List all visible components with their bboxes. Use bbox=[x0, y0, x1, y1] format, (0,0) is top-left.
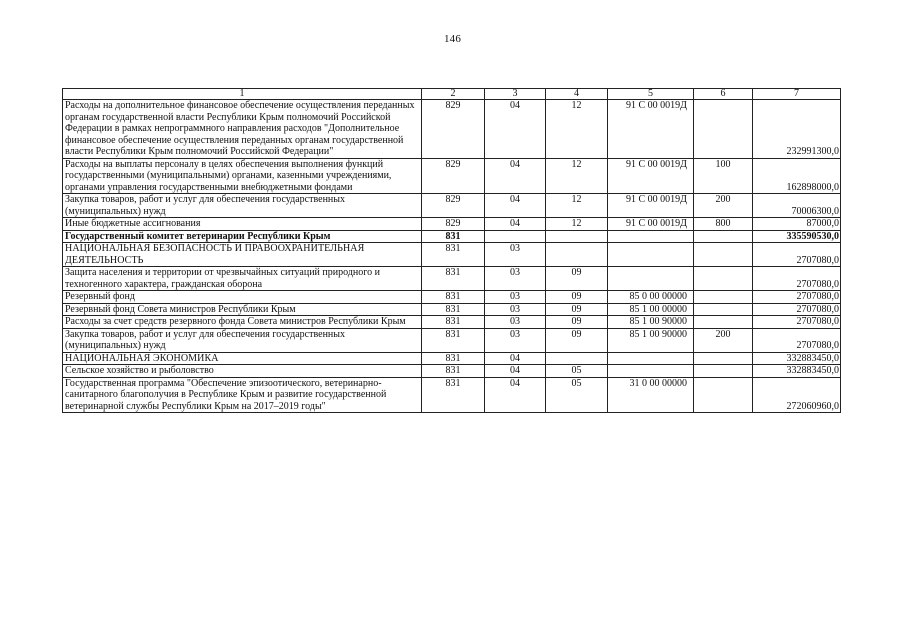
row-name-cell: Расходы на выплаты персоналу в целях обеспечения выполнения функций государственными (муниципальными) органами, казенными учреждениями, органами управления государственными внебюджетными фондами bbox=[63, 158, 422, 194]
column-header: 6 bbox=[694, 89, 753, 100]
row-amount-cell: 232991300,0 bbox=[753, 100, 841, 159]
row-name-cell: Государственный комитет ветеринарии Республики Крым bbox=[63, 230, 422, 243]
row-type-cell bbox=[694, 352, 753, 365]
row-section-cell: 04 bbox=[485, 218, 546, 231]
row-target-cell: 91 С 00 0019Д bbox=[608, 100, 694, 159]
table-row bbox=[63, 100, 841, 159]
table-row bbox=[63, 377, 841, 413]
row-subsection-cell: 12 bbox=[546, 218, 608, 231]
row-subsection-cell: 09 bbox=[546, 316, 608, 329]
row-section-cell: 03 bbox=[485, 291, 546, 304]
row-target-cell: 91 С 00 0019Д bbox=[608, 194, 694, 218]
row-name-cell: Сельское хозяйство и рыболовство bbox=[63, 365, 422, 378]
row-subsection-cell: 05 bbox=[546, 377, 608, 413]
row-name-cell: Расходы за счет средств резервного фонда Совета министров Республики Крым bbox=[63, 316, 422, 329]
row-subsection-cell bbox=[546, 352, 608, 365]
row-section-cell: 04 bbox=[485, 100, 546, 159]
table-row bbox=[63, 365, 841, 378]
row-section-cell: 03 bbox=[485, 328, 546, 352]
table-header-row bbox=[63, 89, 841, 100]
row-target-cell bbox=[608, 230, 694, 243]
row-section-cell bbox=[485, 230, 546, 243]
table-row bbox=[63, 218, 841, 231]
row-code-cell: 831 bbox=[422, 316, 485, 329]
row-code-cell: 831 bbox=[422, 267, 485, 291]
row-code-cell: 829 bbox=[422, 218, 485, 231]
table-row bbox=[63, 316, 841, 329]
row-section-cell: 03 bbox=[485, 243, 546, 267]
table-row bbox=[63, 230, 841, 243]
row-code-cell: 831 bbox=[422, 230, 485, 243]
row-code-cell: 831 bbox=[422, 352, 485, 365]
budget-table bbox=[62, 88, 841, 413]
row-subsection-cell: 12 bbox=[546, 158, 608, 194]
row-type-cell bbox=[694, 365, 753, 378]
row-target-cell: 85 1 00 90000 bbox=[608, 316, 694, 329]
row-target-cell: 85 0 00 00000 bbox=[608, 291, 694, 304]
row-section-cell: 04 bbox=[485, 158, 546, 194]
row-target-cell bbox=[608, 365, 694, 378]
row-amount-cell: 332883450,0 bbox=[753, 365, 841, 378]
row-target-cell: 31 0 00 00000 bbox=[608, 377, 694, 413]
table-row bbox=[63, 158, 841, 194]
row-subsection-cell: 05 bbox=[546, 365, 608, 378]
row-name-cell: Иные бюджетные ассигнования bbox=[63, 218, 422, 231]
row-target-cell: 85 1 00 00000 bbox=[608, 303, 694, 316]
row-code-cell: 831 bbox=[422, 365, 485, 378]
row-name-cell: Резервный фонд bbox=[63, 291, 422, 304]
row-type-cell bbox=[694, 291, 753, 304]
row-target-cell: 91 С 00 0019Д bbox=[608, 218, 694, 231]
row-name-cell: Защита населения и территории от чрезвычайных ситуаций природного и техногенного характера, гражданская оборона bbox=[63, 267, 422, 291]
row-subsection-cell: 12 bbox=[546, 100, 608, 159]
row-name-cell: Закупка товаров, работ и услуг для обеспечения государственных (муниципальных) нужд bbox=[63, 328, 422, 352]
row-name-cell: Расходы на дополнительное финансовое обеспечение осуществления переданных органам государственной власти Республики Крым полномочий Российской Федерации в рамках непрограммного направления расходов "Дополнительное финансовое обеспечение осуществления переданных органам государственной власти Республики Крым полномочий Российской Федерации" bbox=[63, 100, 422, 159]
table-row bbox=[63, 194, 841, 218]
column-header: 1 bbox=[63, 89, 422, 100]
page-number: 146 bbox=[443, 33, 462, 45]
row-section-cell: 04 bbox=[485, 377, 546, 413]
column-header: 3 bbox=[485, 89, 546, 100]
row-type-cell: 800 bbox=[694, 218, 753, 231]
row-amount-cell: 2707080,0 bbox=[753, 328, 841, 352]
table-row bbox=[63, 303, 841, 316]
row-target-cell: 91 С 00 0019Д bbox=[608, 158, 694, 194]
row-section-cell: 04 bbox=[485, 365, 546, 378]
row-amount-cell: 272060960,0 bbox=[753, 377, 841, 413]
row-subsection-cell: 12 bbox=[546, 194, 608, 218]
table-row bbox=[63, 267, 841, 291]
column-header: 4 bbox=[546, 89, 608, 100]
row-code-cell: 829 bbox=[422, 194, 485, 218]
row-code-cell: 831 bbox=[422, 328, 485, 352]
row-type-cell bbox=[694, 303, 753, 316]
table-row bbox=[63, 352, 841, 365]
row-section-cell: 04 bbox=[485, 194, 546, 218]
row-type-cell bbox=[694, 230, 753, 243]
row-code-cell: 831 bbox=[422, 377, 485, 413]
row-amount-cell: 162898000,0 bbox=[753, 158, 841, 194]
row-amount-cell: 2707080,0 bbox=[753, 243, 841, 267]
row-subsection-cell bbox=[546, 230, 608, 243]
table-row bbox=[63, 243, 841, 267]
row-type-cell bbox=[694, 377, 753, 413]
row-code-cell: 831 bbox=[422, 303, 485, 316]
row-section-cell: 03 bbox=[485, 316, 546, 329]
row-target-cell bbox=[608, 352, 694, 365]
row-target-cell: 85 1 00 90000 bbox=[608, 328, 694, 352]
row-subsection-cell: 09 bbox=[546, 328, 608, 352]
row-type-cell bbox=[694, 243, 753, 267]
column-header: 7 bbox=[753, 89, 841, 100]
row-amount-cell: 2707080,0 bbox=[753, 291, 841, 304]
row-subsection-cell: 09 bbox=[546, 303, 608, 316]
column-header: 5 bbox=[608, 89, 694, 100]
row-amount-cell: 87000,0 bbox=[753, 218, 841, 231]
table-row bbox=[63, 291, 841, 304]
row-target-cell bbox=[608, 243, 694, 267]
row-type-cell: 100 bbox=[694, 158, 753, 194]
row-name-cell: Государственная программа "Обеспечение эпизоотического, ветеринарно-санитарного благополучия в Республике Крым и развитие государственной ветеринарной службы Республики Крым на 2017–2019 годы" bbox=[63, 377, 422, 413]
row-amount-cell: 2707080,0 bbox=[753, 316, 841, 329]
row-type-cell bbox=[694, 316, 753, 329]
row-name-cell: Резервный фонд Совета министров Республики Крым bbox=[63, 303, 422, 316]
row-amount-cell: 335590530,0 bbox=[753, 230, 841, 243]
row-code-cell: 831 bbox=[422, 291, 485, 304]
row-code-cell: 829 bbox=[422, 158, 485, 194]
row-name-cell: Закупка товаров, работ и услуг для обеспечения государственных (муниципальных) нужд bbox=[63, 194, 422, 218]
row-section-cell: 03 bbox=[485, 303, 546, 316]
row-code-cell: 831 bbox=[422, 243, 485, 267]
row-type-cell bbox=[694, 267, 753, 291]
row-name-cell: НАЦИОНАЛЬНАЯ ЭКОНОМИКА bbox=[63, 352, 422, 365]
table-row bbox=[63, 328, 841, 352]
row-type-cell: 200 bbox=[694, 194, 753, 218]
row-code-cell: 829 bbox=[422, 100, 485, 159]
row-amount-cell: 70006300,0 bbox=[753, 194, 841, 218]
row-section-cell: 04 bbox=[485, 352, 546, 365]
row-amount-cell: 2707080,0 bbox=[753, 303, 841, 316]
row-type-cell: 200 bbox=[694, 328, 753, 352]
row-target-cell bbox=[608, 267, 694, 291]
row-subsection-cell: 09 bbox=[546, 267, 608, 291]
row-amount-cell: 332883450,0 bbox=[753, 352, 841, 365]
column-header: 2 bbox=[422, 89, 485, 100]
row-section-cell: 03 bbox=[485, 267, 546, 291]
row-name-cell: НАЦИОНАЛЬНАЯ БЕЗОПАСНОСТЬ И ПРАВООХРАНИТЕЛЬНАЯ ДЕЯТЕЛЬНОСТЬ bbox=[63, 243, 422, 267]
row-type-cell bbox=[694, 100, 753, 159]
row-amount-cell: 2707080,0 bbox=[753, 267, 841, 291]
row-subsection-cell bbox=[546, 243, 608, 267]
row-subsection-cell: 09 bbox=[546, 291, 608, 304]
